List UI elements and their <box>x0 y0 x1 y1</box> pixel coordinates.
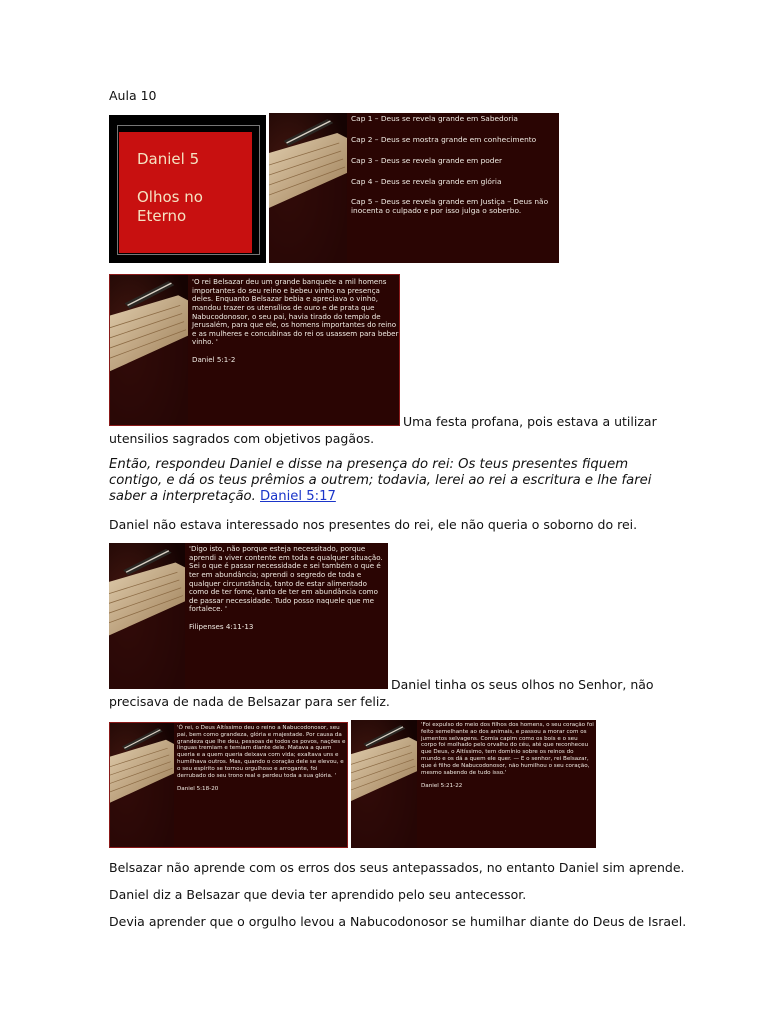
title-slide-image <box>109 115 266 263</box>
title-slide-redbox <box>119 132 252 253</box>
open-bible-image <box>269 113 347 263</box>
title-slide-line1: Daniel 5 <box>137 150 200 168</box>
chapter-item-1: Cap 1 – Deus se revela grande em Sabedoria <box>351 114 518 123</box>
quote-reference: Daniel 5:1-2 <box>192 355 236 365</box>
paragraph: Daniel não estava interessado nos presentes do rei, ele não queria o soborno do rei. <box>109 517 638 532</box>
quote-text: 'O rei Belsazar deu um grande banquete a mil homens importantes do seu reino e bebeu vinho na presença deles. Enquanto Belsazar bebia e apreciava o vinho, mandou trazer os utensílios de ouro e de prata que Nabucodonosor, o seu pai, havia tirado do templo de Jerusalém, para que ele, os homens importantes do reino e as mulheres e concubinas do rei os usassem para beber vinho. ' <box>192 277 399 347</box>
quote-slide-daniel-5-21 <box>351 720 596 848</box>
quote-text: 'Digo isto, não porque esteja necessitado, porque aprendi a viver contente em toda e qualquer situação. Sei o que é passar necessidade e sei também o que é ter em abundância; aprendi o segredo de toda e qualquer circunstância, tanto de estar alimentado como de ter fome, tanto de ter em abundância como de passar necessidade. Tudo posso naquele que me fortalece. ' <box>189 544 383 614</box>
open-bible-image <box>110 723 174 848</box>
title-slide-line2: Olhos no <box>137 188 203 206</box>
open-bible-image <box>351 720 417 848</box>
quote-reference: Daniel 5:18-20 <box>177 785 219 792</box>
open-bible-image <box>110 275 188 426</box>
quote-text: 'Ó rei, o Deus Altíssimo deu o reino a Nabucodonosor, seu pai, bem como grandeza, glória e majestade. Por causa da grandeza que lhe deu, pessoas de todos os povos, nações e línguas tremiam e temiam diante dele. Matava a quem queria e a quem queria deixava com vida; exaltava uns e humilhava outros. Mas, quando o coração dele se elevou, e o seu espírito se tornou orgulhoso e arrogante, foi derrubado do seu trono real e perdeu toda a sua glória. ' <box>177 725 346 779</box>
scripture-quote-text: Então, respondeu Daniel e disse na presença do rei: Os teus presentes fiquem contigo, e dá os teus prêmios a outrem; todavia, lerei ao rei a escritura e lhe farei saber a interpretação. <box>109 457 652 504</box>
chapter-item-2: Cap 2 – Deus se mostra grande em conhecimento <box>351 135 537 145</box>
quote-text: 'Foi expulso do meio dos filhos dos homens, o seu coração foi feito semelhante ao dos animais, e passou a morar com os jumentos selvagens. Comia capim como os bois e o seu corpo foi molhado pelo orvalho do céu, até que reconheceu que Deus, o Altíssimo, tem domínio sobre os reinos do mundo e os dá a quem ele quer. — E o senhor, rei Belsazar, que é filho de Nabucodonosor, não humilhou o seu coração, mesmo sabendo de tudo isso.' <box>421 722 594 776</box>
scripture-quote <box>109 457 657 505</box>
quote-slide-daniel-5-1 <box>109 274 400 426</box>
page-heading: Aula 10 <box>109 88 157 103</box>
quote-slide-daniel-5-18 <box>109 722 348 848</box>
paragraph-inline: Daniel tinha os seus olhos no Senhor, não <box>391 677 654 692</box>
paragraph-inline: Uma festa profana, pois estava a utilizar <box>403 414 657 429</box>
quote-reference: Daniel 5:21-22 <box>421 782 463 789</box>
paragraph: Devia aprender que o orgulho levou a Nabucodonosor se humilhar diante do Deus de Israel. <box>109 914 687 929</box>
chapter-item-3: Cap 3 – Deus se revela grande em poder <box>351 156 503 166</box>
title-slide-line3: Eterno <box>137 207 187 225</box>
paragraph: precisava de nada de Belsazar para ser feliz. <box>109 694 390 709</box>
scripture-link[interactable]: Daniel 5:17 <box>260 489 336 504</box>
open-bible-image <box>109 543 185 689</box>
paragraph: Daniel diz a Belsazar que devia ter aprendido pelo seu antecessor. <box>109 887 527 902</box>
chapters-slide-image <box>269 113 559 263</box>
paragraph: Belsazar não aprende com os erros dos seus antepassados, no entanto Daniel sim aprende. <box>109 860 685 875</box>
chapter-item-5: Cap 5 – Deus se revela grande em Justiça – Deus não inocenta o culpado e por isso julga o soberbo. <box>351 197 549 216</box>
quote-slide-filipenses <box>109 543 388 689</box>
chapter-item-4: Cap 4 – Deus se revela grande em glória <box>351 177 502 187</box>
paragraph: utensilios sagrados com objetivos pagãos. <box>109 431 375 446</box>
quote-reference: Filipenses 4:11-13 <box>189 622 254 632</box>
